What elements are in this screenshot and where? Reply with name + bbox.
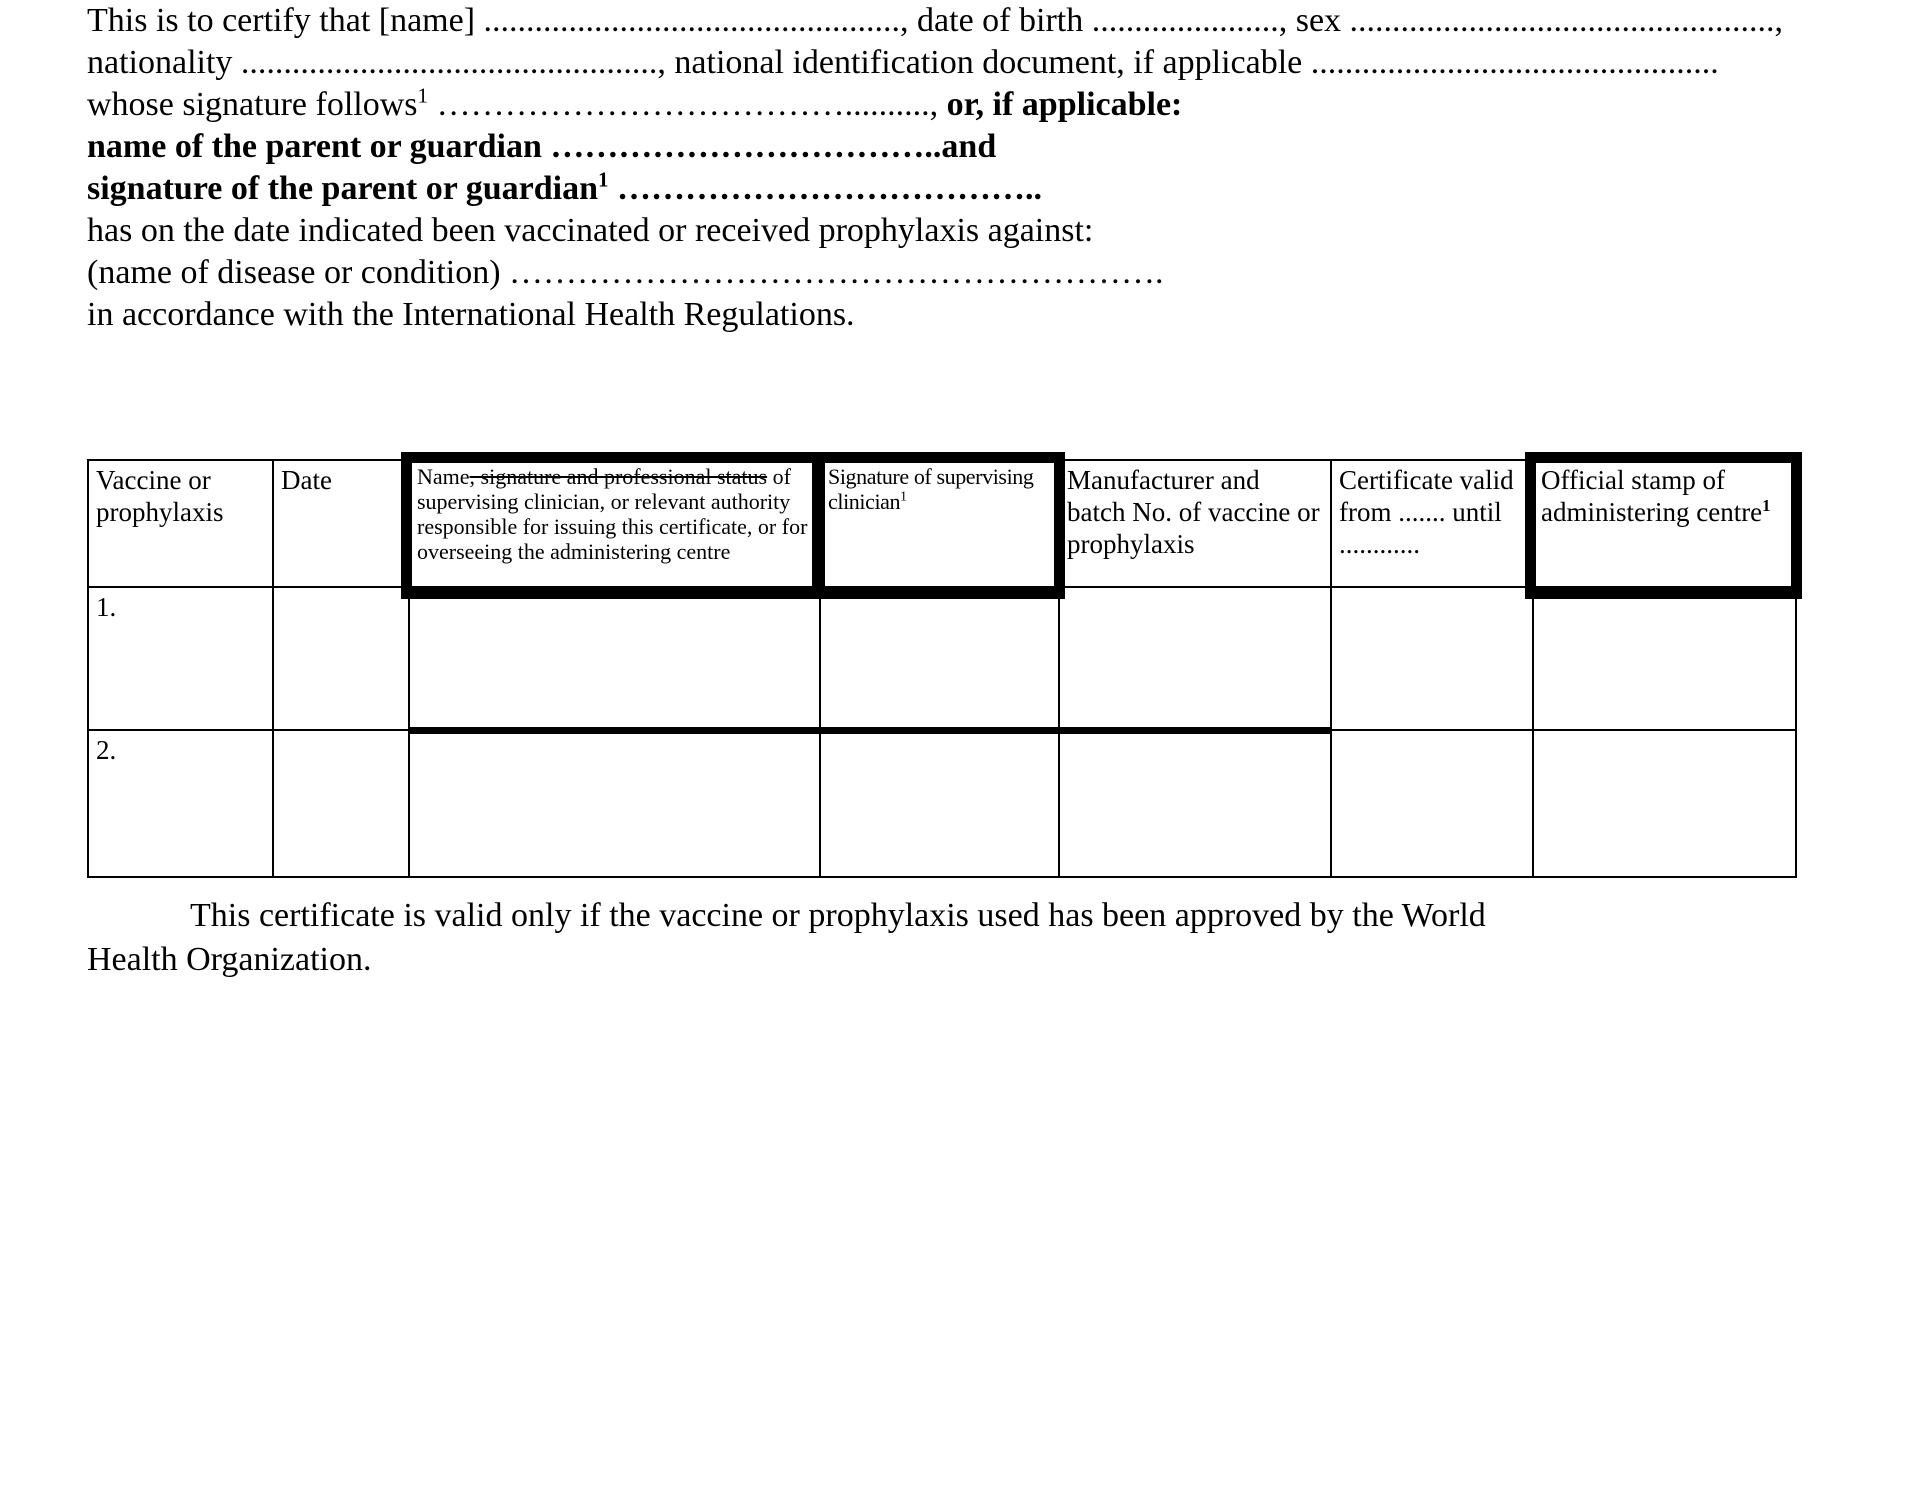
signature-label: whose signature follows [87, 86, 418, 123]
sex-blank: .................................................. [1349, 2, 1775, 39]
clinician-authority-text: of supervising clinician, or relevant authority responsible for issuing this certificate, or for overseeing the administering centre [417, 464, 808, 564]
footnote-ref-1: 1 [417, 83, 429, 108]
table-header-row [88, 460, 1796, 587]
nationality-line [87, 42, 1816, 84]
disease-line [87, 252, 1816, 294]
validity-note [87, 894, 1816, 982]
national-id-blank: ................................................ [1310, 44, 1719, 81]
parent-signature-blank: ……………………………….. [608, 170, 1043, 207]
vaccine-column-header: Vaccine or prophylaxis [88, 460, 273, 587]
name-blank: ................................................. [483, 2, 901, 39]
validity-cell-empty [1331, 730, 1533, 877]
table-row-2 [88, 730, 1796, 877]
vaccination-table-container [87, 459, 1795, 878]
footnote-ref-1: 1 [597, 167, 609, 192]
date-column-header: Date [273, 460, 409, 587]
row-number-cell: 2. [88, 730, 273, 877]
ihr-accordance-line [87, 294, 1816, 336]
certify-intro-text: This is to certify that [name] [87, 2, 484, 39]
vaccinated-statement-line [87, 210, 1816, 252]
validity-column-header: Certificate valid from ....... until ............ [1331, 460, 1533, 587]
date-cell-empty [273, 587, 409, 730]
validity-note-line1: This certificate is valid only if the vaccine or prophylaxis used has been approved by the World [190, 897, 1486, 934]
row-number-cell: 1. [88, 587, 273, 730]
clinician-name-cell-empty [409, 730, 820, 877]
national-id-label: , national identification document, if applicable [657, 44, 1311, 81]
signature-line [87, 84, 1816, 126]
parent-signature-label: signature of the parent or guardian [87, 170, 598, 207]
nationality-blank: ................................................. [240, 44, 658, 81]
ihr-accordance-text: in accordance with the International Health Regulations. [87, 296, 855, 333]
clinician-name-text: Name [417, 464, 470, 489]
dob-blank: ...................... [1091, 2, 1279, 39]
parent-signature-line [87, 168, 1816, 210]
stamp-cell-empty [1533, 587, 1796, 730]
vaccinated-statement-text: has on the date indicated been vaccinated or received prophylaxis against: [87, 212, 1094, 249]
footnote-ref-1: 1 [900, 488, 907, 504]
parent-name-line [87, 126, 1816, 168]
clinician-name-column-header [409, 460, 820, 587]
certify-line [87, 0, 1816, 42]
sex-label: , sex [1278, 2, 1350, 39]
clinician-name-cell-empty [409, 587, 820, 730]
or-if-applicable-text: or, if applicable: [946, 86, 1183, 123]
clinician-signature-cell-empty [820, 730, 1059, 877]
validity-cell-empty [1331, 587, 1533, 730]
signature-blank: ……………………………….........., [428, 86, 947, 123]
manufacturer-cell-empty [1059, 730, 1331, 877]
line1-end-comma: , [1774, 2, 1784, 39]
table-row-1 [88, 587, 1796, 730]
clinician-signature-column-header [820, 460, 1059, 587]
clinician-signature-cell-empty [820, 587, 1059, 730]
struck-amendment-text: , signature and professional status [469, 464, 768, 489]
manufacturer-column-header: Manufacturer and batch No. of vaccine or prophylaxis [1059, 460, 1331, 587]
disease-label: (name of disease or condition) [87, 254, 510, 291]
manufacturer-cell-empty [1059, 587, 1331, 730]
date-cell-empty [273, 730, 409, 877]
stamp-cell-empty [1533, 730, 1796, 877]
validity-note-line2: Health Organization. [87, 941, 372, 978]
nationality-label: nationality [87, 44, 241, 81]
parent-name-text: name of the parent or guardian ……………………………..and [87, 128, 997, 165]
stamp-column-header [1533, 460, 1796, 587]
disease-blank: …………………………………………………. [509, 254, 1164, 291]
clinician-signature-text: Signature of supervising clinician [828, 464, 1034, 514]
footnote-ref-1: 1 [1762, 496, 1771, 515]
stamp-text: Official stamp of administering centre [1541, 465, 1763, 527]
vaccination-table [87, 459, 1797, 878]
dob-label: , date of birth [900, 2, 1092, 39]
